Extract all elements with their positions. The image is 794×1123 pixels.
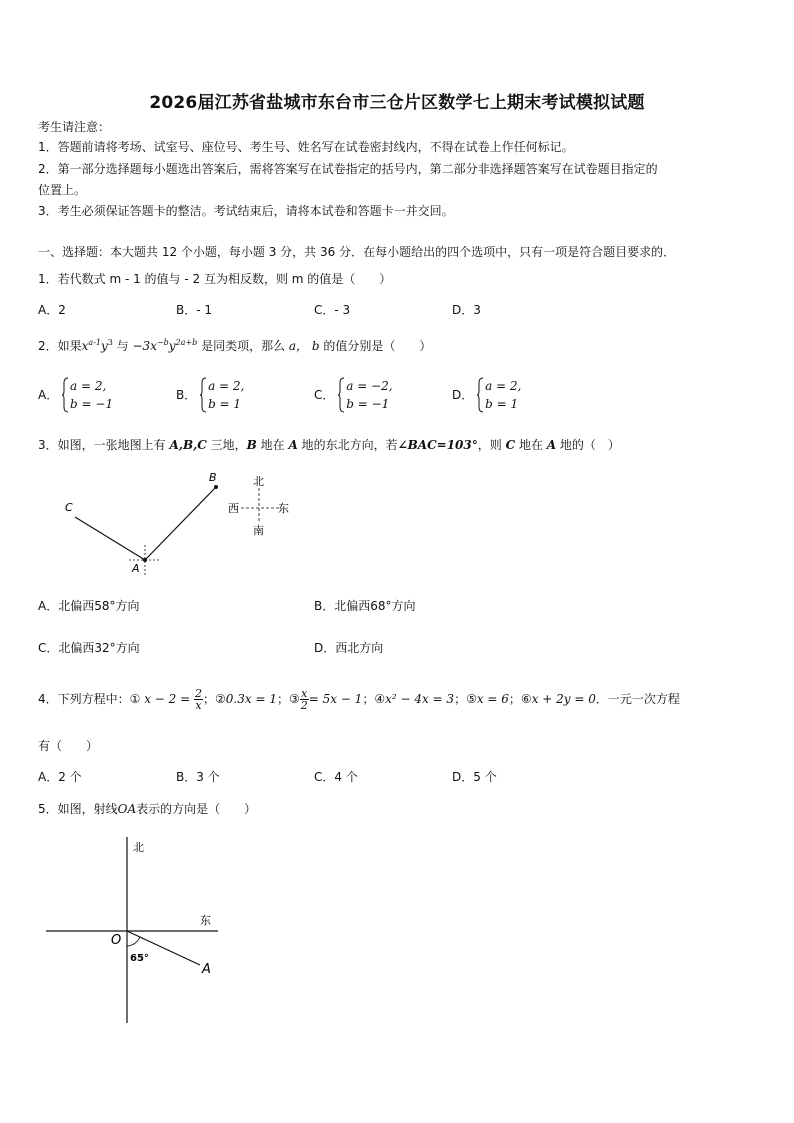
q2-option-a-line2: b = −1: [70, 397, 114, 411]
q5-text-2: 表示的方向是（ ）: [136, 802, 257, 816]
label-o: O: [111, 933, 122, 948]
q4-sep3: ；④: [362, 692, 386, 706]
q4-eq1-left: x − 2 =: [144, 692, 191, 706]
q4-lead: 4．下列方程中：①: [38, 692, 145, 706]
point-a-dot: [143, 558, 147, 562]
q2-option-a-letter: A．: [38, 388, 59, 402]
q3-text-4: 地的东北方向，若: [297, 438, 398, 452]
page-title: 2026届江苏省盐城市东台市三仓片区数学七上期末考试模拟试题: [149, 93, 645, 113]
q3-stem: [38, 438, 620, 452]
q5-ray: OA: [117, 802, 137, 816]
q2-exp4: 2a+b: [175, 338, 198, 347]
q4-eq2: 0.3x = 1: [225, 692, 277, 706]
label-east: 东: [200, 914, 211, 927]
q3-option-c: C．北偏西32°方向: [38, 641, 140, 655]
notice-item-2: 2．第一部分选择题每小题选出答案后，需将答案写在试卷指定的括号内，第二部分非选择题答案写在试卷题目指定的: [38, 162, 658, 176]
q1-option-a: A．2: [38, 303, 66, 317]
q2-option-b-system: [200, 377, 244, 413]
q2-term4: y: [168, 339, 176, 353]
q3-text-1: 3．如图，一张地图上有: [38, 438, 170, 452]
q4-trail: ．一元一次方程: [595, 692, 680, 706]
q2-option-d-line1: a = 2,: [485, 379, 522, 393]
q3-text-6: 地在: [515, 438, 547, 452]
q5-stem: [38, 802, 256, 816]
line-ac: [75, 517, 145, 560]
notice-item-3: 3．考生必须保证答题卡的整洁。考试结束后，请将本试卷和答题卡一并交回。: [38, 204, 454, 218]
q2-option-a: [38, 377, 113, 413]
q2-option-b-line1: a = 2,: [208, 379, 245, 393]
q4-stem-cont: 有（ ）: [38, 739, 99, 753]
q4-eq3-fraction: [300, 688, 309, 711]
q3-point-a-2: A: [546, 438, 557, 452]
compass-west: 西: [228, 502, 239, 515]
brace-icon: [62, 377, 68, 413]
q2-option-c-line1: a = −2,: [346, 379, 393, 393]
q2-exp2: 3: [107, 338, 113, 347]
angle-label: 65°: [130, 953, 149, 964]
point-b-dot: [214, 485, 218, 489]
q4-eq1-num: 2: [195, 687, 203, 700]
q4-eq1-fraction: [194, 688, 203, 711]
q2-option-a-line1: a = 2,: [70, 379, 107, 393]
q3-text-3: 地在: [256, 438, 289, 452]
q2-option-d-letter: D．: [452, 388, 474, 402]
q1-option-c: C．- 3: [314, 303, 351, 317]
q3-option-a: A．北偏西58°方向: [38, 599, 140, 613]
label-a: A: [202, 962, 211, 977]
q4-sep1: ；②: [203, 692, 226, 706]
q3-text-7: 地的（ ）: [556, 438, 620, 452]
q3-point-c: C: [505, 438, 516, 452]
q4-eq4: x² − 4x = 3: [385, 692, 455, 706]
brace-icon: [338, 377, 344, 413]
q2-mid: 与: [112, 339, 133, 353]
notice-heading: 考生请注意：: [38, 120, 111, 134]
q5-text-1: 5．如图，射线: [38, 802, 118, 816]
q3-points: A,B,C: [169, 438, 207, 452]
compass-figure: [225, 470, 295, 540]
q2-option-c: [314, 377, 393, 413]
notice-item-2-cont: 位置上。: [38, 183, 87, 197]
q1-stem: 1．若代数式 m - 1 的值与 - 2 互为相反数，则 m 的值是（ ）: [38, 272, 392, 286]
q3-point-b: B: [246, 438, 257, 452]
q2-option-a-system: [62, 377, 113, 413]
q2-option-d-line2: b = 1: [485, 397, 519, 411]
q4-sep5: ；⑥: [508, 692, 532, 706]
q4-stem: [38, 686, 680, 712]
label-a: A: [132, 562, 140, 575]
q2-option-b: [176, 377, 244, 413]
compass-south: 南: [253, 524, 264, 537]
q2-option-b-line2: b = 1: [208, 397, 242, 411]
brace-icon: [200, 377, 206, 413]
q2-stem: [38, 339, 431, 353]
q3-option-b: B．北偏西68°方向: [314, 599, 416, 613]
brace-icon: [477, 377, 483, 413]
q2-option-c-line2: b = −1: [346, 397, 390, 411]
q4-eq6: x + 2y = 0: [531, 692, 596, 706]
q4-eq5: x = 6: [476, 692, 509, 706]
q2-end: 的值分别是（ ）: [319, 339, 432, 353]
q4-eq3-den: 2: [300, 699, 308, 712]
q2-term1: x: [81, 339, 89, 353]
q2-exp3: −b: [156, 338, 169, 347]
compass-east: 东: [278, 502, 289, 515]
q2-term2: y: [100, 339, 108, 353]
q4-option-a: A．2 个: [38, 770, 82, 784]
q4-option-b: B．3 个: [176, 770, 220, 784]
label-north: 北: [133, 841, 144, 854]
q2-term3: −3x: [132, 339, 157, 353]
compass-north: 北: [253, 475, 264, 488]
q1-option-d: D．3: [452, 303, 481, 317]
q4-option-c: C．4 个: [314, 770, 358, 784]
q3-text-2: 三地，: [206, 438, 247, 452]
label-c: C: [65, 501, 73, 514]
label-b: B: [209, 471, 217, 484]
q4-eq3-num: x: [301, 687, 308, 700]
line-ab: [145, 487, 216, 560]
q2-option-d: [452, 377, 521, 413]
q2-option-b-letter: B．: [176, 388, 197, 402]
q4-option-d: D．5 个: [452, 770, 497, 784]
section-heading: 一、选择题：本大题共 12 个小题，每小题 3 分，共 36 分．在每小题给出的四个选项中，只有一项是符合题目要求的．: [38, 245, 676, 259]
q4-sep2: ；③: [276, 692, 300, 706]
q3-text-5: ，则: [477, 438, 506, 452]
q2-exp1: a-1: [88, 338, 101, 347]
q1-option-b: B．- 1: [176, 303, 213, 317]
q2-num: 2．如果: [38, 339, 82, 353]
q2-option-c-system: [338, 377, 392, 413]
q4-eq3-right: = 5x − 1: [308, 692, 363, 706]
q2-option-d-system: [477, 377, 521, 413]
q3-angle: ∠BAC=103°: [397, 438, 478, 452]
q3-point-a: A: [288, 438, 298, 452]
q3-option-d: D．西北方向: [314, 641, 384, 655]
q2-option-c-letter: C．: [314, 388, 335, 402]
q4-eq1-den: x: [195, 699, 202, 712]
q5-direction-figure: [40, 835, 230, 1030]
angle-arc: [127, 937, 140, 946]
q2-vars: a， b: [288, 339, 320, 353]
q4-sep4: ；⑤: [454, 692, 477, 706]
q2-tail: 是同类项，那么: [197, 339, 289, 353]
notice-item-1: 1．答题前请将考场、试室号、座位号、考生号、姓名写在试卷密封线内，不得在试卷上作任何标记。: [38, 140, 574, 154]
